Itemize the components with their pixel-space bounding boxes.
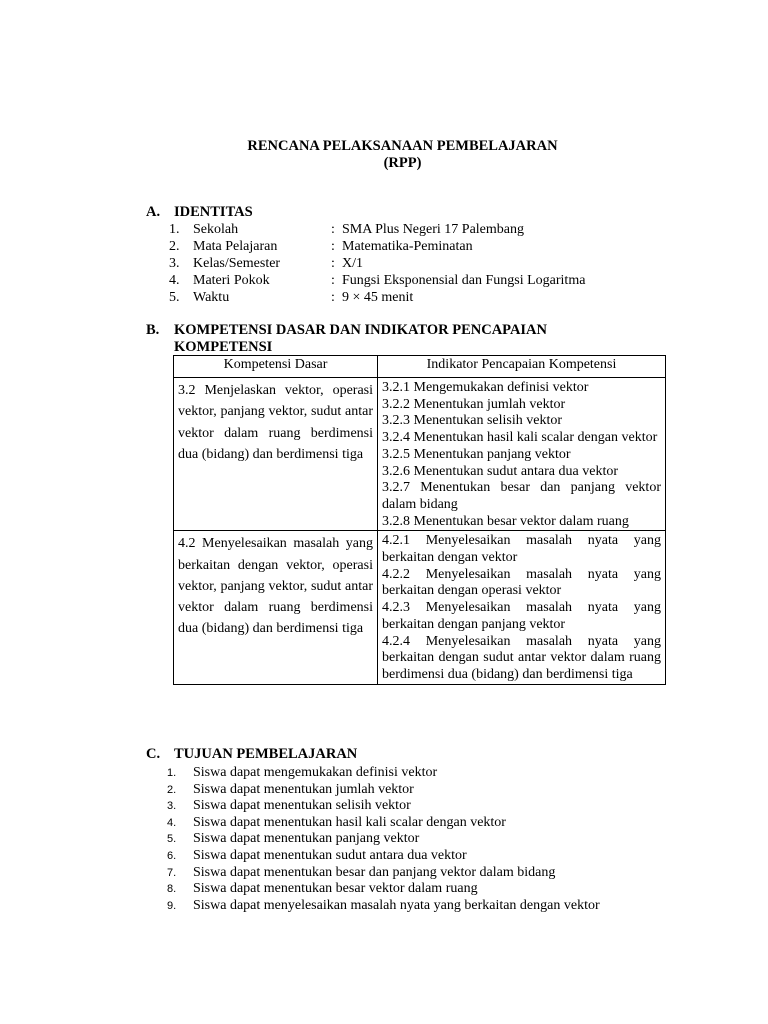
indicator-cell (378, 378, 666, 531)
section-letter: B. (146, 322, 160, 338)
header-indikator: Indikator Pencapaian Kompetensi (378, 356, 666, 378)
item-text: Siswa dapat menentukan hasil kali scalar dengan vektor (193, 814, 506, 830)
identity-row-materi-pokok (169, 272, 585, 289)
objectives-list (167, 765, 600, 914)
item-text: Siswa dapat menentukan panjang vektor (193, 831, 420, 847)
item-number: 3. (167, 800, 177, 813)
row-label: Kelas/Semester (193, 256, 281, 271)
row-number: 1. (169, 222, 180, 237)
row-colon: : (331, 256, 335, 271)
item-text: Siswa dapat menyelesaikan masalah nyata yang berkaitan dengan vektor (193, 897, 600, 913)
item-number: 5. (167, 833, 177, 846)
indicator-item: 3.2.5 Menentukan panjang vektor (382, 446, 571, 462)
row-label: Mata Pelajaran (193, 239, 278, 254)
indicator-item: 4.2.1 Menyelesaikan masalah nyata yang berkaitan dengan vektor (382, 533, 661, 566)
row-number: 3. (169, 256, 180, 271)
row-colon: : (331, 273, 335, 288)
row-label: Materi Pokok (193, 273, 270, 288)
item-text: Siswa dapat menentukan sudut antara dua vektor (193, 847, 467, 863)
indicator-item: 3.2.1 Mengemukakan definisi vektor (382, 380, 589, 395)
title-line-2: (RPP) (383, 155, 422, 171)
section-letter: A. (146, 204, 161, 220)
list-item (167, 765, 600, 782)
item-number: 2. (167, 783, 177, 796)
table-row (174, 378, 666, 531)
section-b-heading (146, 322, 547, 356)
document-title (0, 138, 768, 172)
indicator-item: 4.2.2 Menyelesaikan masalah nyata yang berkaitan dengan operasi vektor (382, 566, 661, 599)
item-text: Siswa dapat menentukan jumlah vektor (193, 781, 414, 797)
indicator-item: 3.2.2 Menentukan jumlah vektor (382, 396, 566, 412)
identity-row-waktu (169, 289, 413, 306)
kd-cell: 3.2 Menjelaskan vektor, operasi vektor, panjang vektor, sudut antar vektor dalam ruang berdimensi dua (bidang) dan berdimensi tiga (174, 378, 378, 531)
table-row (174, 531, 666, 684)
row-number: 2. (169, 239, 180, 254)
section-title: IDENTITAS (174, 204, 253, 220)
item-number: 4. (167, 816, 177, 829)
list-item (167, 881, 600, 898)
list-item (167, 782, 600, 799)
competency-table (173, 355, 666, 685)
item-number: 1. (167, 767, 177, 779)
item-number: 7. (167, 866, 177, 879)
row-label: Waktu (193, 290, 230, 305)
section-letter: C. (146, 746, 161, 762)
header-kompetensi-dasar: Kompetensi Dasar (174, 356, 378, 378)
section-c-heading (146, 746, 357, 763)
section-title-continued: KOMPETENSI (174, 339, 273, 355)
list-item (167, 848, 600, 865)
row-value: SMA Plus Negeri 17 Palembang (342, 222, 524, 237)
indicator-item: 3.2.4 Menentukan hasil kali scalar dengan vektor (382, 430, 658, 446)
indicator-item: 3.2.8 Menentukan besar vektor dalam ruang (382, 513, 629, 529)
row-value: 9 × 45 menit (342, 290, 414, 305)
indicator-item: 3.2.3 Menentukan selisih vektor (382, 413, 563, 429)
row-label: Sekolah (193, 222, 239, 237)
indicator-item: 3.2.6 Menentukan sudut antara dua vektor (382, 463, 618, 479)
item-text: Siswa dapat menentukan selisih vektor (193, 798, 411, 814)
kd-cell: 4.2 Menyelesaikan masalah yang berkaitan dengan vektor, operasi vektor, panjang vektor, sudut antar vektor dalam ruang berdimensi dua (bidang) dan berdimensi tiga (174, 531, 378, 684)
row-value: Matematika-Peminatan (342, 239, 473, 254)
indicator-cell (378, 531, 666, 684)
list-item (167, 898, 600, 915)
item-number: 9. (167, 899, 177, 912)
item-number: 6. (167, 849, 177, 862)
list-item (167, 831, 600, 848)
list-item (167, 815, 600, 832)
row-colon: : (331, 239, 335, 254)
section-title: KOMPETENSI DASAR DAN INDIKATOR PENCAPAIAN (174, 322, 547, 338)
row-colon: : (331, 290, 335, 305)
indicator-item: 4.2.3 Menyelesaikan masalah nyata yang berkaitan dengan panjang vektor (382, 600, 661, 632)
identity-row-kelas-semester (169, 255, 363, 272)
title-line-1: RENCANA PELAKSANAAN PEMBELAJARAN (247, 138, 558, 154)
row-value: Fungsi Eksponensial dan Fungsi Logaritma (342, 273, 586, 288)
item-text: Siswa dapat mengemukakan definisi vektor (193, 765, 438, 780)
list-item (167, 798, 600, 815)
section-title: TUJUAN PEMBELAJARAN (174, 746, 358, 762)
indicator-item: 3.2.7 Menentukan besar dan panjang vektor dalam bidang (382, 480, 661, 512)
item-text: Siswa dapat menentukan besar dan panjang vektor dalam bidang (193, 864, 556, 880)
item-text: Siswa dapat menentukan besar vektor dalam ruang (193, 881, 478, 897)
section-a-heading (146, 204, 253, 221)
list-item (167, 865, 600, 882)
row-number: 5. (169, 290, 180, 305)
table-header-row (174, 356, 666, 378)
identity-row-mata-pelajaran (169, 238, 473, 255)
row-colon: : (331, 222, 335, 237)
identity-row-sekolah (169, 221, 524, 238)
row-value: X/1 (342, 256, 363, 271)
item-number: 8. (167, 883, 177, 896)
row-number: 4. (169, 273, 180, 288)
indicator-item: 4.2.4 Menyelesaikan masalah nyata yang berkaitan dengan sudut antar vektor dalam ruang berdimensi dua (bidang) dan berdimensi tiga (382, 633, 661, 682)
